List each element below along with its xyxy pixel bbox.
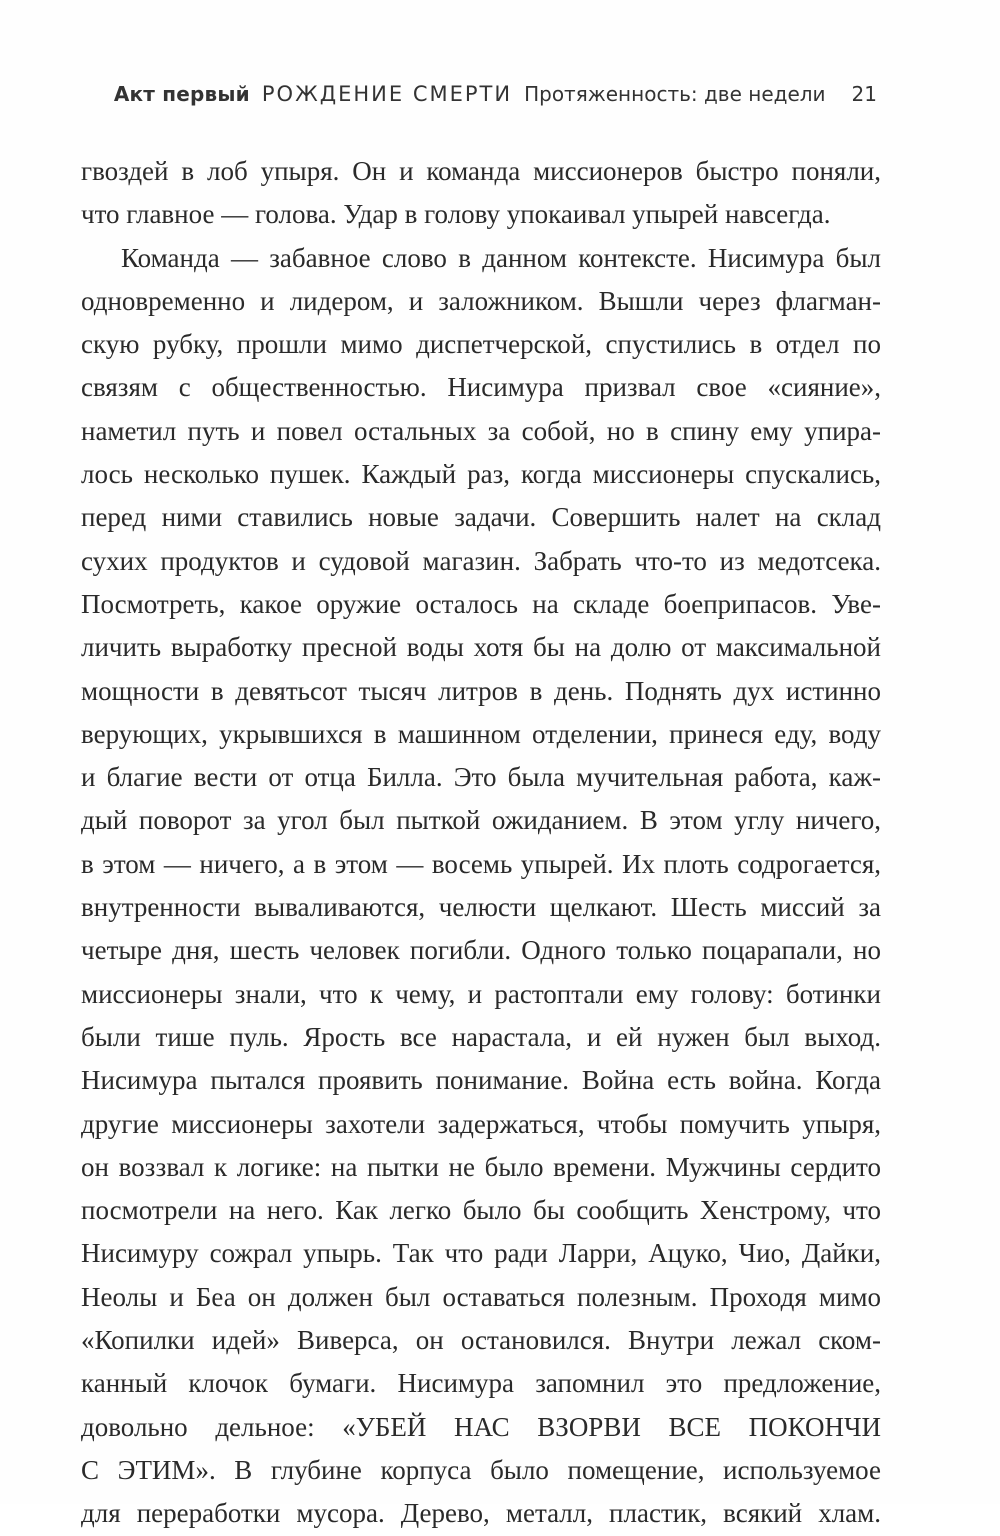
text-line: Посмотреть, какое оружие осталось на складе боеприпасов. Уве- xyxy=(81,588,881,619)
text-line: верующих, укрывшихся в машинном отделении, принеся еду, воду xyxy=(81,718,881,749)
text-line: что главное — голова. Удар в голову упокаивал упырей навсегда. xyxy=(81,199,831,230)
body-text xyxy=(81,150,881,1536)
text-line: другие миссионеры захотели задержаться, чтобы помучить упыря, xyxy=(81,1108,881,1139)
text-line: Нисимура пытался проявить понимание. Война есть война. Когда xyxy=(81,1065,881,1096)
text-line: и благие вести от отца Билла. Это была мучительная работа, каж- xyxy=(81,762,881,793)
text-line: лось несколько пушек. Каждый раз, когда миссионеры спускались, xyxy=(81,459,881,490)
text-line: одновременно и лидером, и заложником. Вышли через флагман- xyxy=(81,285,881,316)
text-line: были тише пуль. Ярость все нарастала, и ей нужен был выход. xyxy=(81,1021,881,1052)
page-number: 21 xyxy=(851,82,877,106)
header-title: РОЖДЕНИЕ СМЕРТИ xyxy=(261,82,513,106)
text-line: миссионеры знали, что к чему, и растоптали ему голову: ботинки xyxy=(81,978,881,1009)
text-line: наметил путь и повел остальных за собой, но в спину ему упира- xyxy=(81,415,881,446)
text-line: личить выработку пресной воды хотя бы на долю от максимальной xyxy=(81,632,881,663)
text-line: сухих продуктов и судовой магазин. Забрать что-то из медотсека. xyxy=(81,545,881,576)
text-line: гвоздей в лоб упыря. Он и команда миссионеров быстро поняли, xyxy=(81,156,881,186)
text-line: он воззвал к логике: на пытки не было времени. Мужчины сердито xyxy=(81,1151,881,1182)
text-line: С ЭТИМ». В глубине корпуса было помещение, используемое xyxy=(81,1454,881,1485)
text-line: Команда — забавное слово в данном контексте. Нисимура был xyxy=(121,242,881,273)
text-line: канный клочок бумаги. Нисимура запомнил это предложение, xyxy=(81,1368,881,1399)
text-line: посмотрели на него. Как легко было бы сообщить Хенстрому, что xyxy=(81,1195,881,1226)
header-act: Акт первый xyxy=(113,82,250,106)
text-line: Неолы и Беа он должен был оставаться полезным. Проходя мимо xyxy=(81,1281,881,1312)
text-line: в этом — ничего, а в этом — восемь упырей. Их плоть содрогается, xyxy=(81,848,881,879)
running-header xyxy=(80,82,877,118)
text-line: дый поворот за угол был пыткой ожиданием. В этом углу ничего, xyxy=(81,805,881,836)
text-line: «Копилки идей» Виверса, он остановился. Внутри лежал ском- xyxy=(81,1325,881,1356)
header-subtitle: Протяженность: две недели xyxy=(524,82,826,106)
text-line: перед ними ставились новые задачи. Совершить налет на склад xyxy=(81,502,881,533)
text-line: довольно дельное: «УБЕЙ НАС ВЗОРВИ ВСЕ ПОКОНЧИ xyxy=(81,1411,881,1442)
text-line: связям с общественностью. Нисимура призвал свое «сияние», xyxy=(81,372,881,403)
text-line: внутренности вываливаются, челюсти щелкают. Шесть миссий за xyxy=(81,892,881,923)
text-line: мощности в девятьсот тысяч литров в день. Поднять дух истинно xyxy=(81,675,881,706)
text-line: четыре дня, шесть человек погибли. Одного только поцарапали, но xyxy=(81,935,881,966)
text-line: Нисимуру сожрал упырь. Так что ради Ларри, Ацуко, Чио, Дайки, xyxy=(81,1238,881,1269)
text-line: скую рубку, прошли мимо диспетчерской, спустились в отдел по xyxy=(81,329,881,360)
text-line: для переработки мусора. Дерево, металл, пластик, всякий хлам. xyxy=(81,1498,881,1529)
